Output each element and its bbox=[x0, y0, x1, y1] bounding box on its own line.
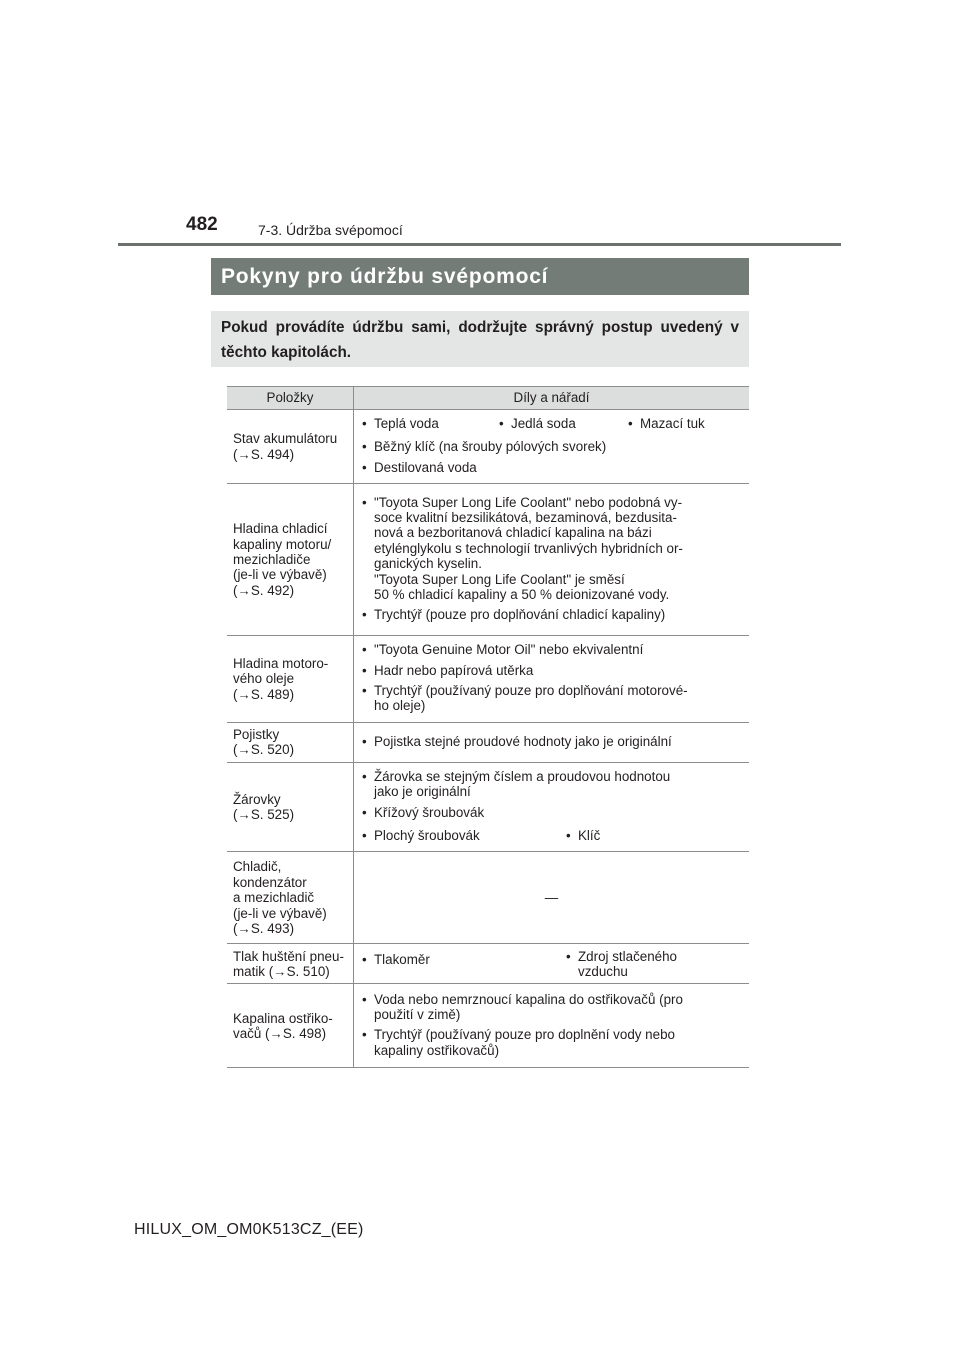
item-line: mezichladiče bbox=[233, 552, 311, 568]
tool-item: • "Toyota Genuine Motor Oil" nebo ekvivalentní bbox=[362, 642, 741, 657]
tool-item: • Teplá voda bbox=[362, 416, 499, 431]
item-line: vého oleje bbox=[233, 671, 295, 687]
item-line: Kapalina ostřiko- bbox=[233, 1010, 333, 1026]
item-line: (→S. 492) bbox=[233, 582, 295, 598]
item-cell bbox=[227, 762, 354, 852]
not-applicable-dash: — bbox=[544, 890, 559, 906]
tool-item: • Žárovka se stejným číslem a proudovou hodnotou jako je originální bbox=[362, 769, 741, 800]
item-cell bbox=[227, 410, 354, 484]
document-code-footer: HILUX_OM_OM0K513CZ_(EE) bbox=[134, 1221, 364, 1238]
item-line: (→S. 489) bbox=[233, 686, 295, 702]
tool-item: • Trychtýř (používaný pouze pro doplňování motorové- ho oleje) bbox=[362, 683, 741, 714]
tools-cell bbox=[354, 484, 750, 636]
table-row bbox=[227, 636, 749, 723]
tools-cell bbox=[354, 410, 750, 484]
item-line: vačů (→S. 498) bbox=[233, 1025, 327, 1041]
item-cell bbox=[227, 636, 354, 723]
tools-cell bbox=[354, 762, 750, 852]
tool-item: • Voda nebo nemrznoucí kapalina do ostřikovačů (pro použití v zimě) bbox=[362, 992, 741, 1023]
item-line: Stav akumulátoru bbox=[233, 431, 338, 447]
table-header-row bbox=[227, 387, 749, 410]
item-line: (→S. 494) bbox=[233, 446, 295, 462]
tool-item: • Pojistka stejné proudové hodnoty jako je originální bbox=[362, 734, 741, 749]
item-line: matik (→S. 510) bbox=[233, 963, 330, 979]
table-row bbox=[227, 762, 749, 852]
intro-box: Pokud provádíte údržbu sami, dodržujte správný postup uvedený v těchto kapitolách. bbox=[211, 311, 749, 367]
item-line: Žárovky bbox=[233, 791, 281, 807]
item-line: (je-li ve výbavě) bbox=[233, 905, 327, 921]
tool-item: • Zdroj stlačeného vzduchu bbox=[566, 949, 677, 980]
item-line: Chladič, bbox=[233, 859, 282, 875]
item-cell bbox=[227, 944, 354, 984]
item-cell bbox=[227, 984, 354, 1068]
item-line: Tlak huštění pneu- bbox=[233, 948, 344, 964]
item-line: Hladina chladicí bbox=[233, 521, 328, 537]
table-row bbox=[227, 484, 749, 636]
tools-cell bbox=[354, 852, 750, 944]
title-bar bbox=[211, 258, 749, 295]
tool-item: • "Toyota Super Long Life Coolant" nebo podobná vy- soce kvalitní bezsilikátová, bezaminová, bezdusita- nová a bezboritanová chladicí kapalina na bázi etylénglykolu s technologií trvanlivých hybridních or- ganických kyselin. "Toyota Super Long Life Coolant" je směsí 50 % chladicí kapaliny a 50 % deionizované vody. bbox=[362, 495, 741, 603]
tool-item: • Hadr nebo papírová utěrka bbox=[362, 663, 741, 678]
tool-item: • Jedlá soda bbox=[499, 416, 628, 431]
table-row bbox=[227, 944, 749, 984]
parts-table bbox=[227, 386, 749, 1068]
tool-item: • Trychtýř (používaný pouze pro doplnění vody nebo kapaliny ostřikovačů) bbox=[362, 1027, 741, 1058]
item-line: (→S. 520) bbox=[233, 742, 295, 758]
item-line: a mezichladič bbox=[233, 890, 315, 906]
tools-cell bbox=[354, 984, 750, 1068]
table-row bbox=[227, 722, 749, 762]
item-cell bbox=[227, 484, 354, 636]
item-line: Pojistky bbox=[233, 726, 280, 742]
table-row bbox=[227, 410, 749, 484]
page-title: Pokyny pro údržbu svépomocí bbox=[221, 264, 549, 288]
tools-inline-row bbox=[362, 949, 741, 980]
tools-cell bbox=[354, 636, 750, 723]
tool-item: • Běžný klíč (na šrouby pólových svorek) bbox=[362, 439, 741, 454]
tool-item: • Destilovaná voda bbox=[362, 460, 741, 475]
tool-item: • Křížový šroubovák bbox=[362, 805, 741, 820]
tool-item: • Plochý šroubovák bbox=[362, 828, 566, 843]
item-line: (→S. 525) bbox=[233, 807, 295, 823]
tool-item: • Klíč bbox=[566, 828, 600, 843]
header-rule bbox=[118, 243, 841, 246]
tools-inline-row bbox=[362, 413, 741, 436]
tool-item: • Mazací tuk bbox=[628, 416, 705, 431]
item-line: (je-li ve výbavě) bbox=[233, 567, 327, 583]
item-line: (→S. 493) bbox=[233, 921, 295, 937]
tool-item: • Trychtýř (pouze pro doplňování chladicí kapaliny) bbox=[362, 607, 741, 622]
item-line: kapaliny motoru/ bbox=[233, 536, 332, 552]
tool-item: • Tlakoměr bbox=[362, 952, 566, 975]
column-header-tools: Díly a nářadí bbox=[354, 387, 750, 410]
item-cell bbox=[227, 722, 354, 762]
item-cell bbox=[227, 852, 354, 944]
page-number: 482 bbox=[186, 214, 218, 235]
tools-inline-row bbox=[362, 825, 741, 848]
item-line: Hladina motoro- bbox=[233, 655, 329, 671]
section-title: 7-3. Údržba svépomocí bbox=[258, 222, 403, 238]
column-header-items: Položky bbox=[227, 387, 354, 410]
tools-cell bbox=[354, 722, 750, 762]
table-row bbox=[227, 984, 749, 1068]
tools-cell bbox=[354, 944, 750, 984]
table-row bbox=[227, 852, 749, 944]
item-line: kondenzátor bbox=[233, 874, 307, 890]
